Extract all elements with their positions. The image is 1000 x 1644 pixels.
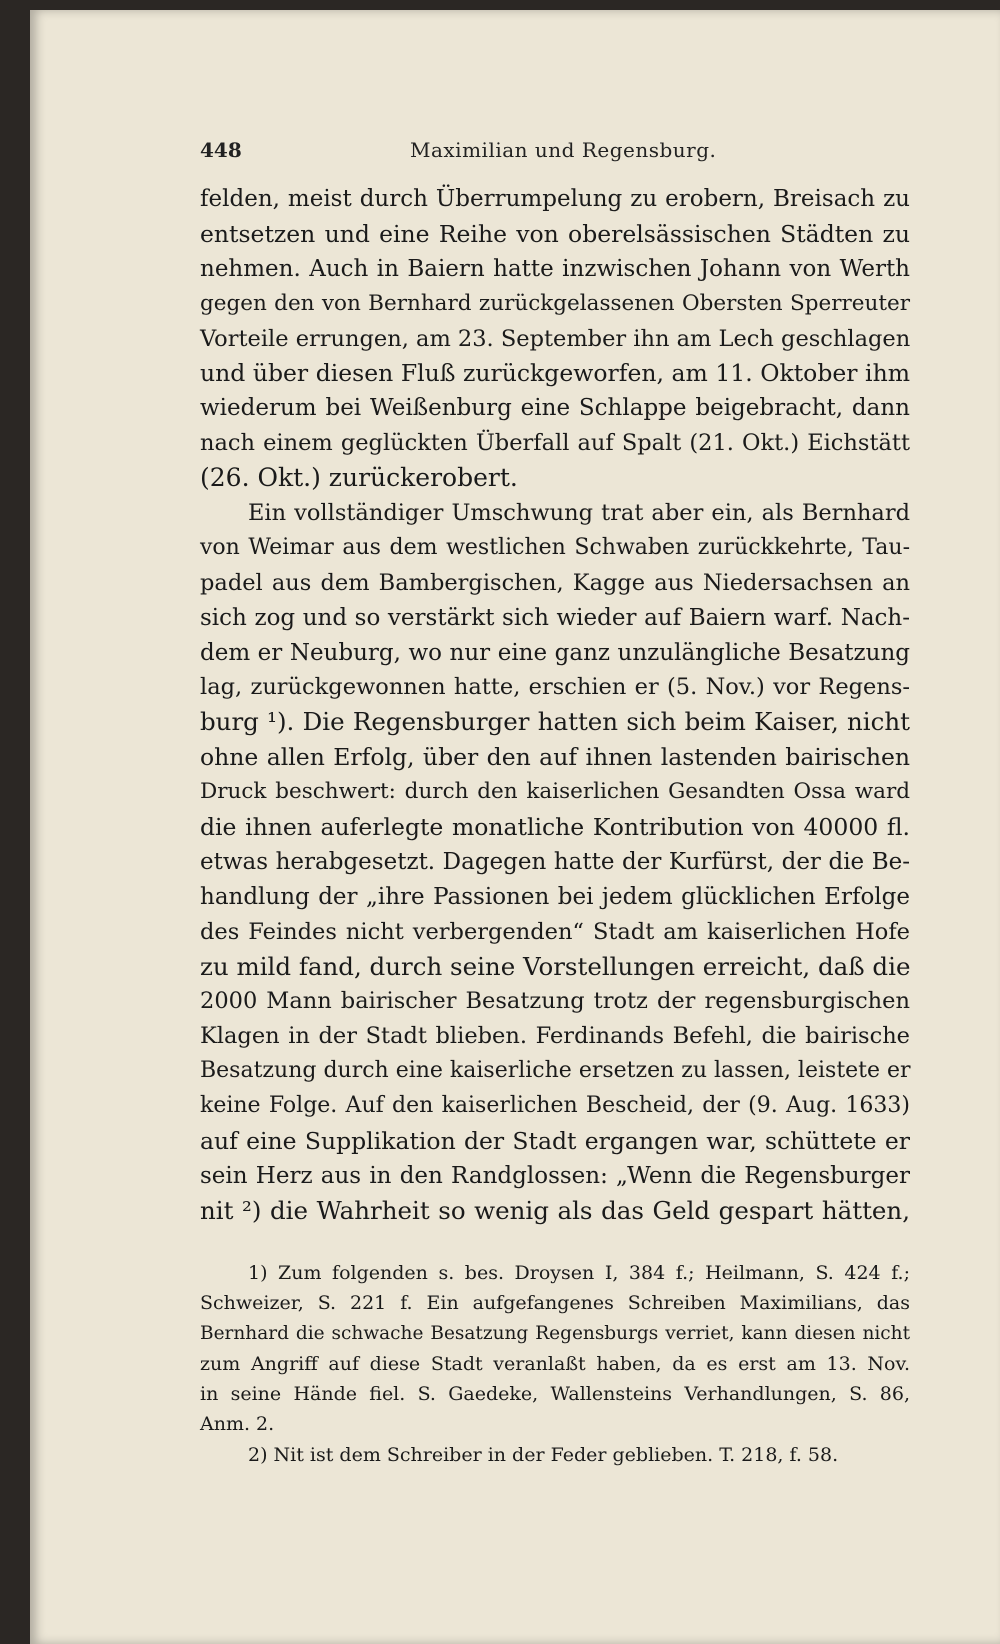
footnote-line: Anm. 2.: [200, 1413, 275, 1436]
text-line: entsetzen und eine Reihe von oberelsässischen Städten zu: [200, 219, 910, 248]
text-line: sich zog und so verstärkt sich wieder auf Baiern warf. Nach-: [200, 604, 910, 631]
text-line: von Weimar aus dem westlichen Schwaben zurückkehrte, Tau-: [200, 534, 910, 560]
text-line: handlung der „ihre Passionen bei jedem glücklichen Erfolge: [200, 883, 910, 910]
text-line: wiederum bei Weißenburg eine Schlappe beigebracht, dann: [200, 395, 910, 422]
text-line: Besatzung durch eine kaiserliche ersetzen zu lassen, leistete er: [200, 1058, 911, 1084]
page-header: [200, 138, 910, 168]
text-line: Klagen in der Stadt blieben. Ferdinands Befehl, die bairische: [200, 1023, 910, 1050]
running-title: Maximilian und Regensburg.: [410, 138, 717, 162]
text-line: Druck beschwert: durch den kaiserlichen Gesandten Ossa ward: [200, 779, 910, 805]
footnote-line: in seine Hände fiel. S. Gaedeke, Wallensteins Verhandlungen, S. 86,: [200, 1383, 910, 1406]
text-line: keine Folge. Auf den kaiserlichen Bescheid, der (9. Aug. 1633): [200, 1093, 910, 1119]
text-line: lag, zurückgewonnen hatte, erschien er (5. Nov.) vor Regens-: [200, 674, 910, 701]
text-line: gegen den von Bernhard zurückgelassenen Obersten Sperreuter: [200, 290, 910, 316]
page-number: 448: [200, 138, 242, 162]
text-line: des Feindes nicht verbergenden“ Stadt am kaiserlichen Hofe: [200, 918, 910, 945]
footnote-line: Bernhard die schwache Besatzung Regensburgs verriet, kann diesen nicht: [200, 1322, 910, 1344]
text-line: 2000 Mann bairischer Besatzung trotz der regensburgischen: [200, 988, 910, 1015]
text-line: zu mild fand, durch seine Vorstellungen erreicht, daß die: [200, 951, 911, 981]
text-line: dem er Neuburg, wo nur eine ganz unzulängliche Besatzung: [200, 639, 910, 666]
footnote-line: Schweizer, S. 221 f. Ein aufgefangenes Schreiben Maximilians, das: [200, 1292, 910, 1315]
footnote-line: zum Angriff auf diese Stadt veranlaßt haben, da es erst am 13. Nov.: [200, 1352, 910, 1375]
text-line: (26. Okt.) zurückerobert.: [200, 463, 518, 493]
footnote-line: 1) Zum folgenden s. bes. Droysen I, 384 f.; Heilmann, S. 424 f.;: [248, 1262, 910, 1284]
text-line: felden, meist durch Überrumpelung zu erobern, Breisach zu: [200, 186, 910, 212]
text-line: sein Herz aus in den Randglossen: „Wenn die Regensburger: [200, 1162, 910, 1189]
text-line: und über diesen Fluß zurückgeworfen, am 11. Oktober ihm: [200, 359, 910, 388]
footnotes: [200, 1258, 910, 1470]
text-line: die ihnen auferlegte monatliche Kontribution von 40000 fl.: [200, 813, 910, 842]
text-line: Ein vollständiger Umschwung trat aber ein, als Bernhard: [248, 500, 910, 527]
footnote-line: 2) Nit ist dem Schreiber in der Feder geblieben. T. 218, f. 58.: [248, 1443, 839, 1466]
text-line: nit ²) die Wahrheit so wenig als das Geld gespart hätten,: [200, 1195, 910, 1225]
text-line: burg ¹). Die Regensburger hatten sich beim Kaiser, nicht: [200, 707, 910, 737]
body-text: [200, 182, 910, 1229]
text-line: nach einem geglückten Überfall auf Spalt (21. Okt.) Eichstätt: [200, 430, 910, 457]
text-line: padel aus dem Bambergischen, Kagge aus Niedersachsen an: [200, 569, 910, 596]
text-line: auf eine Supplikation der Stadt ergangen war, schüttete er: [200, 1127, 910, 1156]
text-line: Vorteile errungen, am 23. September ihn am Lech geschlagen: [200, 325, 911, 352]
text-line: nehmen. Auch in Baiern hatte inzwischen Johann von Werth: [200, 255, 910, 282]
text-line: etwas herabgesetzt. Dagegen hatte der Kurfürst, der die Be-: [200, 848, 910, 875]
text-line: ohne allen Erfolg, über den auf ihnen lastenden bairischen: [200, 743, 910, 772]
